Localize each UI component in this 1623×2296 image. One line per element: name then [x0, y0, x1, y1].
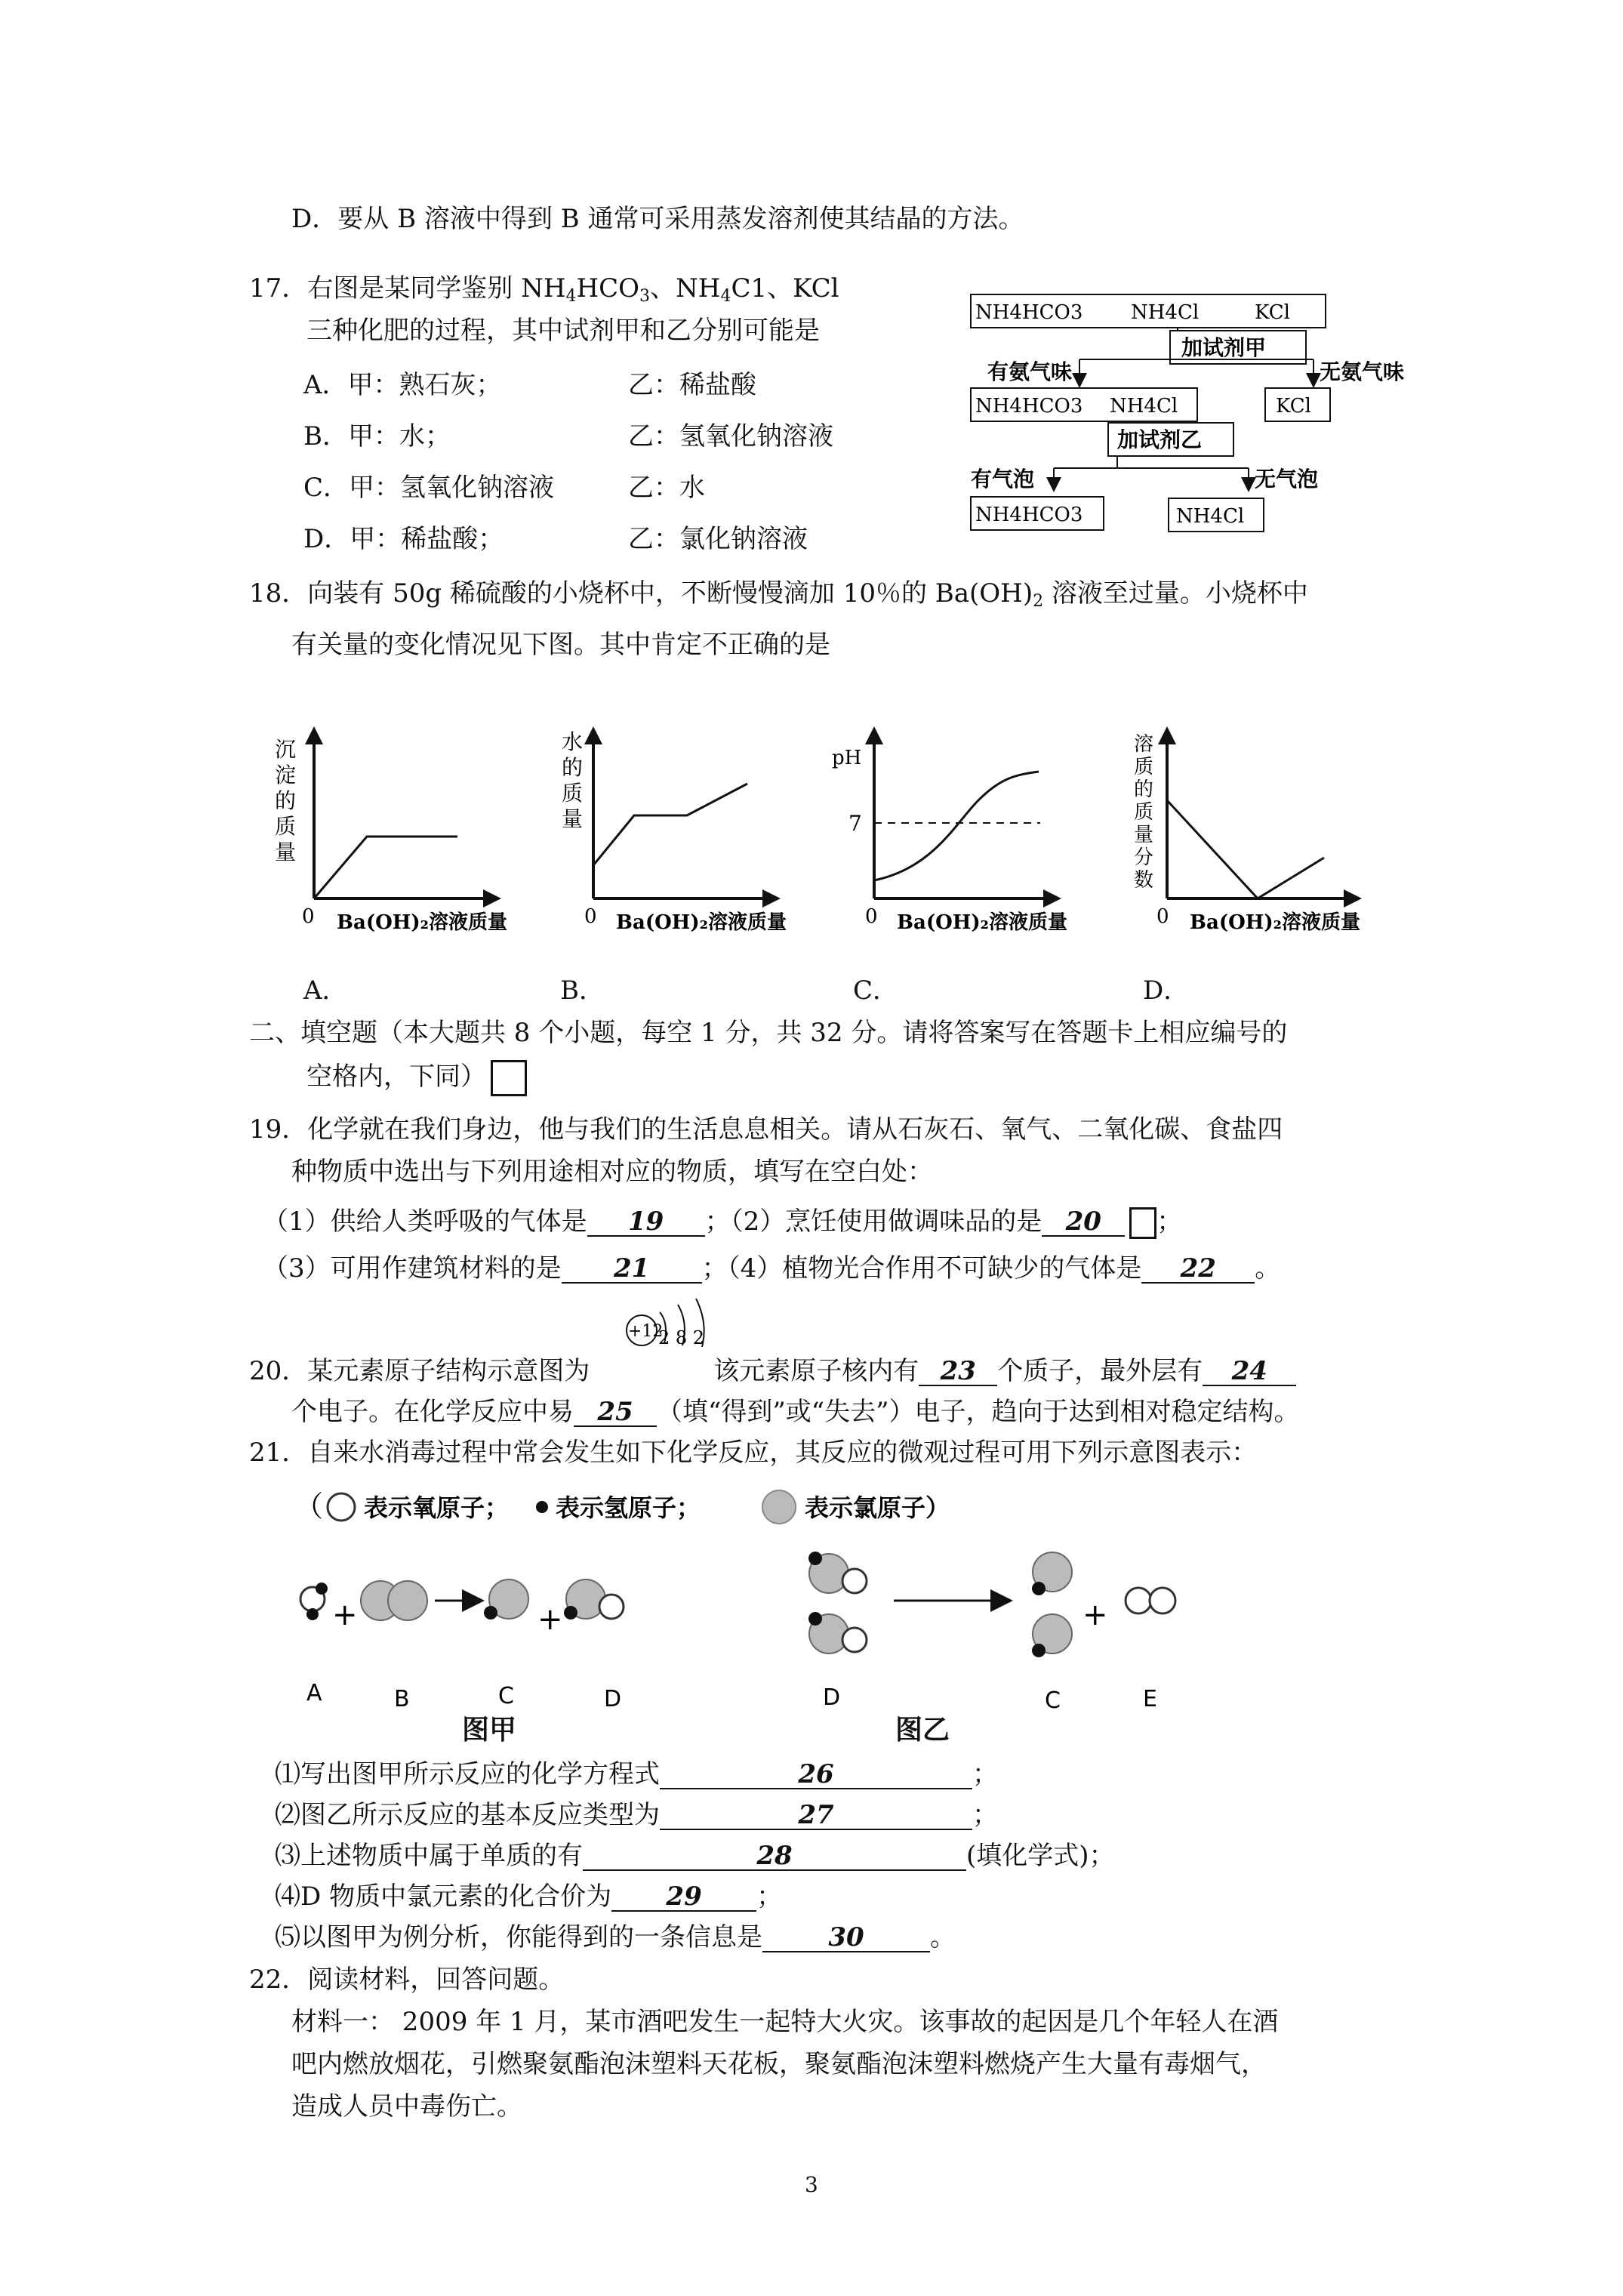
flow-mid-nh4hco3: NH4HCO3	[975, 395, 1083, 418]
label-c2: C	[1045, 1687, 1061, 1714]
label-c: C	[498, 1683, 514, 1709]
molecule-c	[484, 1579, 528, 1620]
atom-shells: 2 8 2	[658, 1327, 705, 1348]
q21-sub5: ⑸以图甲为例分析，你能得到的一条信息是 30 。	[275, 1922, 956, 1952]
q22-material1-line1: 材料一： 2009 年 1 月，某市酒吧发生一起特大火灾。该事故的起因是几个年轻人在酒	[291, 2007, 1279, 2037]
q17-option-c: C．甲：氢氧化钠溶液	[303, 473, 555, 503]
molecule-d-2b	[808, 1612, 867, 1653]
graph-a-origin: 0	[302, 905, 315, 928]
q21-sub4: ⑷D 物质中氯元素的化合价为 29 ；	[275, 1881, 783, 1912]
flow-top-kcl: KCl	[1255, 301, 1290, 324]
flow-bot-nh4cl: NH4Cl	[1176, 505, 1245, 528]
legend-open: （	[294, 1490, 324, 1523]
flow-reagent-1: 加试剂甲	[1181, 335, 1267, 360]
graph-b-ylabel-4: 量	[562, 806, 584, 831]
blank-21[interactable]: 21	[562, 1255, 702, 1284]
graph-c-tick-7: 7	[848, 811, 862, 836]
flow-reagent-2: 加试剂乙	[1117, 427, 1203, 452]
graph-d-ylabel-6: 分	[1134, 846, 1154, 869]
legend-oxygen-icon	[328, 1493, 355, 1521]
graph-c-ylabel: pH	[832, 747, 862, 769]
blank-25[interactable]: 25	[574, 1398, 657, 1427]
q18-letter-d: D．	[1143, 975, 1190, 1006]
legend-oxygen: 表示氧原子；	[364, 1493, 510, 1522]
legend-hydrogen-icon	[536, 1501, 548, 1513]
page-number: 3	[805, 2172, 818, 2197]
graph-c-origin: 0	[865, 905, 878, 928]
graph-c-xlabel: Ba(OH)₂溶液质量	[897, 911, 1068, 934]
q18-letter-c: C．	[853, 975, 899, 1006]
blank-19[interactable]: 19	[587, 1208, 705, 1237]
graph-b-ylabel-3: 质	[562, 781, 584, 806]
label-e: E	[1143, 1686, 1157, 1712]
legend-hydrogen: 表示氢原子；	[556, 1493, 701, 1522]
graph-d-xlabel: Ba(OH)₂溶液质量	[1190, 911, 1361, 934]
flow-mid-kcl: KCl	[1276, 395, 1311, 418]
q20-line1: 20．某元素原子结构示意图为 该元素原子核内有 23 个质子，最外层有 24	[249, 1356, 1296, 1386]
blank-20[interactable]: 20	[1042, 1208, 1125, 1237]
atom-nucleus: +12	[628, 1322, 664, 1341]
answer-box-20	[1129, 1207, 1156, 1239]
atom-structure-diagram	[621, 1284, 741, 1348]
molecule-d	[564, 1579, 624, 1620]
fig-b-title: 图乙	[895, 1715, 950, 1746]
blank-27[interactable]: 27	[660, 1801, 972, 1830]
legend-chlorine: 表示氯原子）	[805, 1493, 950, 1522]
q19-line1: 19．化学就在我们身边，他与我们的生活息息相关。请从石灰石、氧气、二氧化碳、食盐四	[249, 1114, 1283, 1145]
q22-line1: 22．阅读材料，回答问题。	[249, 1965, 565, 1995]
section2-line2: 空格内，下同）	[306, 1060, 527, 1096]
graph-d-ylabel-2: 质	[1134, 756, 1154, 778]
blank-26[interactable]: 26	[660, 1761, 972, 1789]
graph-b-xlabel: Ba(OH)₂溶液质量	[616, 911, 787, 934]
label-d: D	[604, 1686, 622, 1712]
q18-letter-b: B．	[560, 975, 605, 1006]
q17-option-a: A．甲：熟石灰；	[303, 370, 502, 400]
q19-line4: （3）可用作建筑材料的是 21 ；（4）植物光合作用不可缺少的气体是 22 。	[263, 1253, 1281, 1284]
flow-top-nh4cl: NH4Cl	[1131, 301, 1200, 324]
q17-option-a-yi: 乙：稀盐酸	[628, 370, 756, 400]
molecule-d-2a	[808, 1552, 867, 1593]
plus-3: +	[1083, 1598, 1108, 1632]
q21-sub3: ⑶上述物质中属于单质的有 28 (填化学式)；	[275, 1841, 1115, 1871]
graph-d-ylabel-1: 溶	[1134, 733, 1154, 756]
blank-24[interactable]: 24	[1203, 1358, 1296, 1386]
graph-a-ylabel-3: 的	[275, 788, 297, 813]
molecule-b	[361, 1581, 427, 1620]
q18-letter-a: A．	[303, 975, 348, 1006]
graph-d-ylabel-7: 数	[1134, 869, 1154, 892]
q21-line1: 21．自来水消毒过程中常会发生如下化学反应，其反应的微观过程可用下列示意图表示：	[249, 1438, 1258, 1468]
q16-option-d: D．要从 B 溶液中得到 B 通常可采用蒸发溶剂使其结晶的方法。	[291, 204, 1024, 234]
q17-option-b-yi: 乙：氢氧化钠溶液	[628, 421, 833, 451]
blank-28[interactable]: 28	[583, 1842, 966, 1871]
q19-line2: 种物质中选出与下列用途相对应的物质，填写在空白处：	[291, 1157, 933, 1187]
q18-graph-d	[1120, 717, 1377, 936]
q21-microscopic-diagram	[294, 1480, 1246, 1721]
flow-bot-nh4hco3: NH4HCO3	[975, 504, 1083, 526]
graph-d-ylabel-3: 的	[1134, 778, 1154, 801]
molecule-a	[300, 1583, 328, 1620]
plus-2: +	[537, 1602, 563, 1637]
molecule-c-2b	[1032, 1614, 1072, 1657]
q22-material1-line2: 吧内燃放烟花，引燃聚氨酯泡沫塑料天花板，聚氨酯泡沫塑料燃烧产生大量有毒烟气，	[291, 2049, 1267, 2079]
graph-d-origin: 0	[1156, 905, 1169, 928]
q18-graph-a	[264, 717, 513, 936]
answer-box	[491, 1060, 527, 1096]
graph-b-ylabel-2: 的	[562, 755, 584, 780]
graph-d-ylabel-4: 质	[1134, 801, 1154, 824]
q18-stem-line1: 18．向装有 50g 稀硫酸的小烧杯中，不断慢慢滴加 10％的 $Ba(OH)_2$ 溶液至过量。小烧杯中	[249, 578, 1308, 611]
plus-1: +	[332, 1598, 358, 1632]
graph-a-xlabel: Ba(OH)₂溶液质量	[337, 911, 508, 934]
label-a: A	[306, 1680, 322, 1706]
label-d2: D	[823, 1684, 841, 1711]
q18-graph-b	[551, 717, 800, 936]
blank-22[interactable]: 22	[1141, 1255, 1255, 1284]
flow-top-nh4hco3: NH4HCO3	[975, 301, 1083, 324]
q17-option-c-yi: 乙：水	[628, 473, 705, 503]
q19-line3: （1）供给人类呼吸的气体是 19 ；（2）烹饪使用做调味品的是 20 ；	[263, 1207, 1182, 1239]
q17-option-d: D．甲：稀盐酸；	[303, 524, 504, 554]
flow-mid-nh4cl: NH4Cl	[1110, 395, 1178, 418]
flow-ammonia-no: 无氨气味	[1320, 359, 1405, 384]
blank-23[interactable]: 23	[919, 1358, 997, 1386]
flow-bubbles-no: 无气泡	[1255, 467, 1319, 492]
blank-29[interactable]: 29	[611, 1883, 756, 1912]
q17-stem-line1: 17．右图是某同学鉴别 $NH_4HCO_3$、$NH_4C1$、KCl	[249, 273, 839, 306]
graph-b-origin: 0	[584, 905, 597, 928]
q17-flowchart	[959, 287, 1427, 544]
graph-a-ylabel-4: 质	[275, 814, 297, 839]
q18-graph-c	[827, 717, 1076, 936]
graph-a-ylabel-2: 淀	[275, 763, 297, 787]
graph-a-ylabel-1: 沉	[275, 737, 297, 762]
fig-a-title: 图甲	[462, 1715, 517, 1746]
q17-option-b: B．甲：水；	[303, 421, 451, 451]
blank-30[interactable]: 30	[762, 1924, 930, 1952]
legend-chlorine-icon	[762, 1490, 796, 1524]
flow-ammonia-yes: 有氨气味	[987, 359, 1073, 384]
molecule-e	[1126, 1588, 1175, 1613]
flow-bubbles-yes: 有气泡	[971, 467, 1035, 492]
q20-line2: 个电子。在化学反应中易 25 （填“得到”或“失去”）电子，趋向于达到相对稳定结构。	[291, 1397, 1300, 1427]
q17-option-d-yi: 乙：氯化钠溶液	[628, 524, 808, 554]
section2-line1: 二、填空题（本大题共 8 个小题，每空 1 分，共 32 分。请将答案写在答题卡上相应编号的	[249, 1018, 1288, 1048]
graph-b-ylabel-1: 水	[562, 729, 584, 754]
q21-sub2: ⑵图乙所示反应的基本反应类型为 27 ；	[275, 1800, 998, 1830]
q18-stem-line2: 有关量的变化情况见下图。其中肯定不正确的是	[291, 630, 830, 660]
graph-a-ylabel-5: 量	[275, 840, 297, 864]
q21-sub1: ⑴写出图甲所示反应的化学方程式 26 ；	[275, 1759, 998, 1789]
q17-stem-line2: 三种化肥的过程，其中试剂甲和乙分别可能是	[306, 316, 820, 346]
molecule-c-2a	[1032, 1552, 1072, 1595]
label-b: B	[394, 1686, 410, 1712]
q22-material1-line3: 造成人员中毒伤亡。	[291, 2091, 522, 2122]
graph-d-ylabel-5: 量	[1134, 824, 1154, 846]
